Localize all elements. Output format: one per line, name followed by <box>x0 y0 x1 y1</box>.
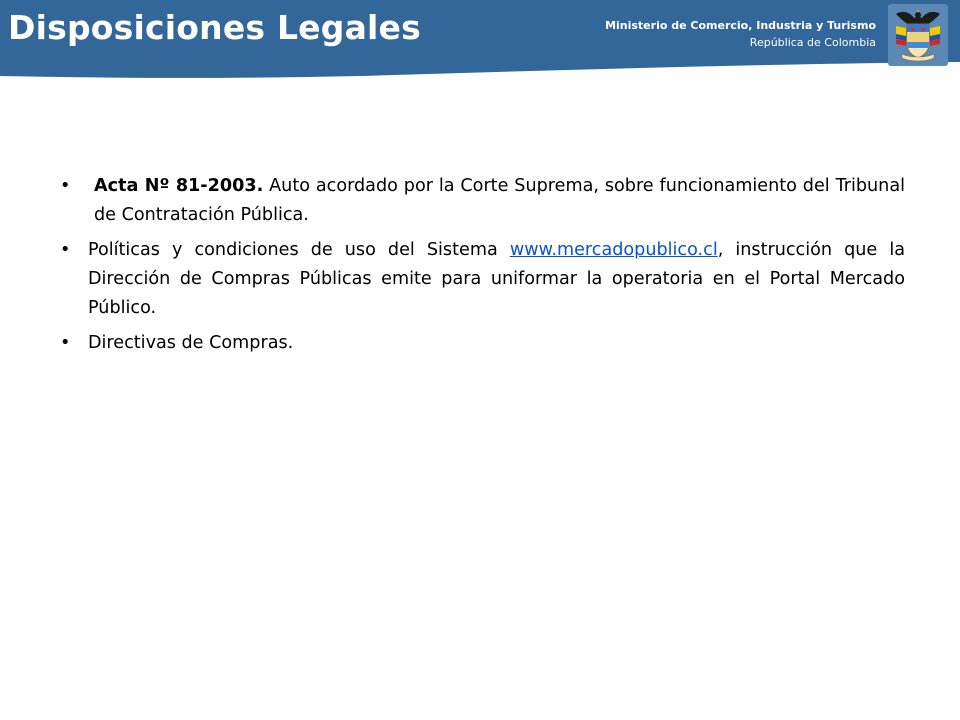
coat-of-arms-icon <box>888 4 948 66</box>
list-item-acta <box>60 172 905 230</box>
mercadopublico-link[interactable]: www.mercadopublico.cl <box>509 240 718 260</box>
slide-title: Disposiciones Legales <box>8 8 421 47</box>
item-body: Auto acordado por la Corte Suprema, sobre funcionamiento del Tribunal de Contratación Pública. <box>94 176 905 225</box>
bullet: • <box>60 176 71 196</box>
item-body: Directivas de Compras. <box>88 333 294 353</box>
item-bold-lead: Acta Nº 81-2003. <box>94 176 264 196</box>
title-band <box>0 0 960 78</box>
item-text <box>60 329 905 358</box>
ministry-name: Ministerio de Comercio, Industria y Turismo <box>605 19 876 32</box>
list-item-politicas <box>60 236 905 323</box>
item-body-before: Políticas y condiciones de uso del Sistema <box>88 240 510 260</box>
ministry-block <box>605 18 876 52</box>
bullet: • <box>60 333 71 353</box>
list-item-directivas <box>60 329 905 358</box>
country-name: República de Colombia <box>749 36 876 49</box>
item-body-after: , instrucción que la Dirección de Compras Públicas emite para uniformar la operatoria en el Portal Mercado Público. <box>88 240 905 318</box>
item-text <box>60 236 905 323</box>
item-text <box>60 172 905 230</box>
bullet: • <box>60 240 71 260</box>
legal-list <box>60 172 905 364</box>
